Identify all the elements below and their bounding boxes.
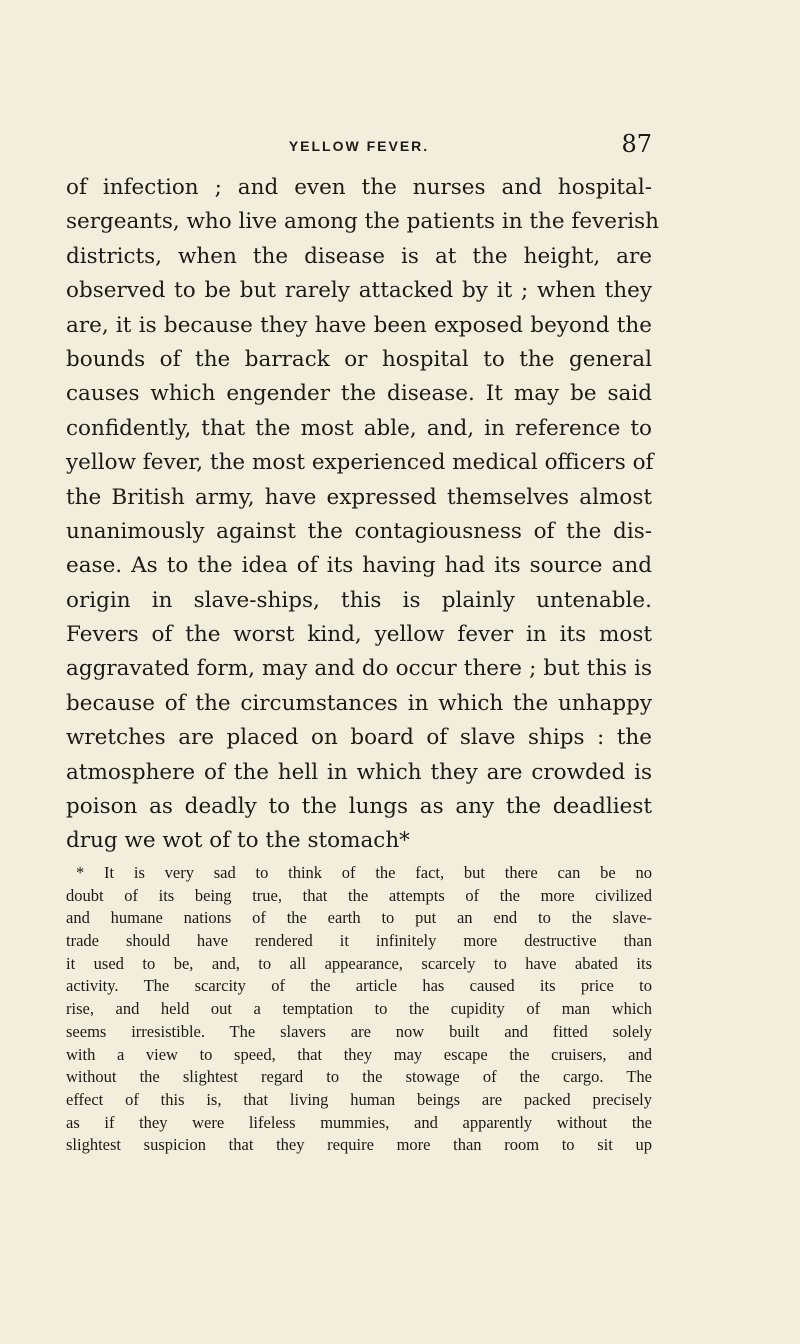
footnote-line: with a view to speed, that they may escape the cruisers, and: [66, 1044, 652, 1064]
body-line: the British army, have expressed themselves almost: [66, 484, 652, 510]
footnote-line: doubt of its being true, that the attempts of the more civilized: [66, 885, 652, 905]
body-text: [66, 171, 660, 859]
footnote-line: as if they were lifeless mummies, and apparently without the: [66, 1112, 652, 1132]
body-line: ease. As to the idea of its having had its source and: [66, 553, 652, 579]
body-line: sergeants, who live among the patients in the feverish: [66, 209, 660, 235]
footnote: [66, 862, 652, 1157]
footnote-line: seems irresistible. The slavers are now built and fitted solely: [66, 1021, 652, 1041]
body-line: drug we wot of to the stomach*: [66, 828, 410, 854]
body-line: yellow fever, the most experienced medical officers of: [66, 450, 654, 476]
footnote-line: slightest suspicion that they require more than room to sit up: [66, 1135, 652, 1155]
body-line: causes which engender the disease. It may be said: [66, 381, 652, 407]
footnote-line: rise, and held out a temptation to the cupidity of man which: [66, 999, 652, 1019]
body-line: bounds of the barrack or hospital to the general: [66, 346, 652, 372]
body-line: wretches are placed on board of slave ships : the: [66, 725, 652, 751]
body-line: because of the circumstances in which the unhappy: [66, 690, 652, 716]
page-number: 87: [621, 130, 652, 158]
body-line: confidently, that the most able, and, in reference to: [66, 415, 652, 441]
footnote-line: without the slightest regard to the stowage of the cargo. The: [66, 1067, 652, 1087]
body-line: are, it is because they have been exposed beyond the: [66, 312, 652, 338]
body-line: of infection ; and even the nurses and hospital-: [66, 175, 652, 200]
footnote-line: activity. The scarcity of the article has caused its price to: [66, 976, 652, 996]
body-line: observed to be but rarely attacked by it ; when they: [66, 278, 652, 304]
footnote-line: and humane nations of the earth to put an end to the slave-: [66, 908, 652, 928]
body-line: poison as deadly to the lungs as any the deadliest: [66, 794, 652, 820]
body-line: aggravated form, may and do occur there ; but this is: [66, 656, 652, 682]
page-header: [66, 128, 652, 162]
footnote-line: it used to be, and, to all appearance, scarcely to have abated its: [66, 953, 652, 973]
body-line: atmosphere of the hell in which they are crowded is: [66, 759, 652, 785]
body-line: origin in slave-ships, this is plainly untenable.: [66, 587, 652, 613]
body-line: districts, when the disease is at the height, are: [66, 243, 652, 269]
body-line: unanimously against the contagiousness of the dis-: [66, 518, 652, 544]
footnote-line: * It is very sad to think of the fact, but there can be no: [76, 863, 652, 882]
running-head: YELLOW FEVER.: [288, 138, 430, 154]
body-line: Fevers of the worst kind, yellow fever in its most: [66, 622, 652, 648]
footnote-line: effect of this is, that living human beings are packed precisely: [66, 1089, 652, 1109]
footnote-line: trade should have rendered it infinitely more destructive than: [66, 931, 652, 951]
